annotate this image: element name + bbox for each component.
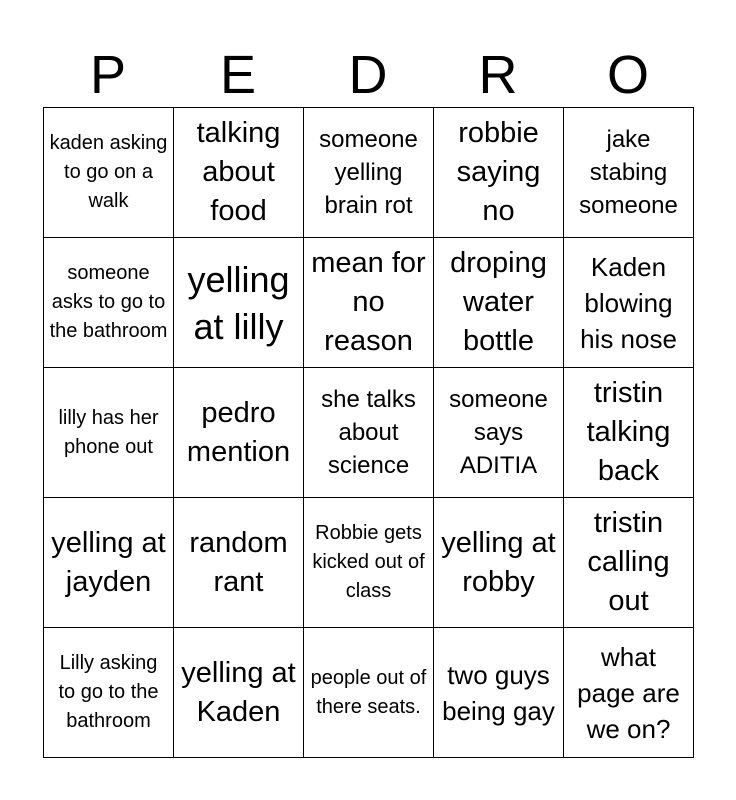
bingo-cell-r5-c4 [434,628,564,758]
bingo-cell-r3-c4 [434,368,564,498]
cell-text: someone yelling brain rot [319,126,418,219]
bingo-cell-r4-c5 [564,498,694,628]
cell-text: robbie saying no [456,117,541,227]
bingo-cell-r5-c5 [564,628,694,758]
bingo-cell-r3-c2 [174,368,304,498]
bingo-cell-r3-c1 [44,368,174,498]
bingo-cell-r2-c2 [174,238,304,368]
bingo-cell-r2-c5 [564,238,694,368]
bingo-cell-r4-c1 [44,498,174,628]
cell-text: someone says ADITIA [449,386,548,479]
header-letter-d: D [348,45,388,105]
cell-text: two guys being gay [442,659,555,726]
bingo-cell-r1-c4 [434,108,564,238]
bingo-cell-r4-c2 [174,498,304,628]
cell-text: yelling at lilly [187,258,290,347]
cell-text: lilly has her phone out [58,406,159,458]
bingo-cell-r2-c4 [434,238,564,368]
bingo-cell-r1-c5 [564,108,694,238]
bingo-cell-r5-c3 [304,628,434,758]
header-letter-o: O [606,45,649,105]
cell-text: someone asks to go to the bathroom [49,262,168,342]
cell-text: Robbie gets kicked out of class [312,522,425,602]
cell-text: jake stabing someone [579,126,678,219]
cell-text: pedro mention [186,396,291,468]
bingo-cell-r2-c3 [304,238,434,368]
bingo-cell-r3-c3 [304,368,434,498]
bingo-cell-r4-c3 [304,498,434,628]
cell-text: droping water bottle [450,247,547,357]
bingo-cell-r4-c4 [434,498,564,628]
cell-text: tristin talking back [586,377,671,487]
cell-text: yelling at Kaden [181,656,296,728]
cell-text: random rant [189,526,288,598]
cell-text: people out of there seats. [310,666,427,718]
bingo-cell-r3-c5 [564,368,694,498]
bingo-cell-r5-c2 [174,628,304,758]
bingo-cell-r2-c1 [44,238,174,368]
cell-text: yelling at jayden [51,526,166,598]
cell-text: kaden asking to go on a walk [49,132,168,212]
header-letter-r: R [478,45,518,105]
cell-text: what page are we on? [577,641,680,744]
header-letter-p: P [89,45,127,105]
header-letter-e: E [219,45,257,105]
cell-text: tristin calling out [587,507,670,617]
cell-text: Lilly asking to go to the bathroom [58,652,159,732]
cell-text: talking about food [196,117,281,227]
bingo-cell-r5-c1 [44,628,174,758]
bingo-cell-r1-c2 [174,108,304,238]
cell-text: she talks about science [321,386,416,479]
cell-text: mean for no reason [311,247,426,357]
cell-text: yelling at robby [441,526,556,598]
bingo-cell-r1-c3 [304,108,434,238]
bingo-cell-r1-c1 [44,108,174,238]
bingo-header [43,44,693,106]
cell-text: Kaden blowing his nose [580,251,677,354]
bingo-board [43,107,694,758]
